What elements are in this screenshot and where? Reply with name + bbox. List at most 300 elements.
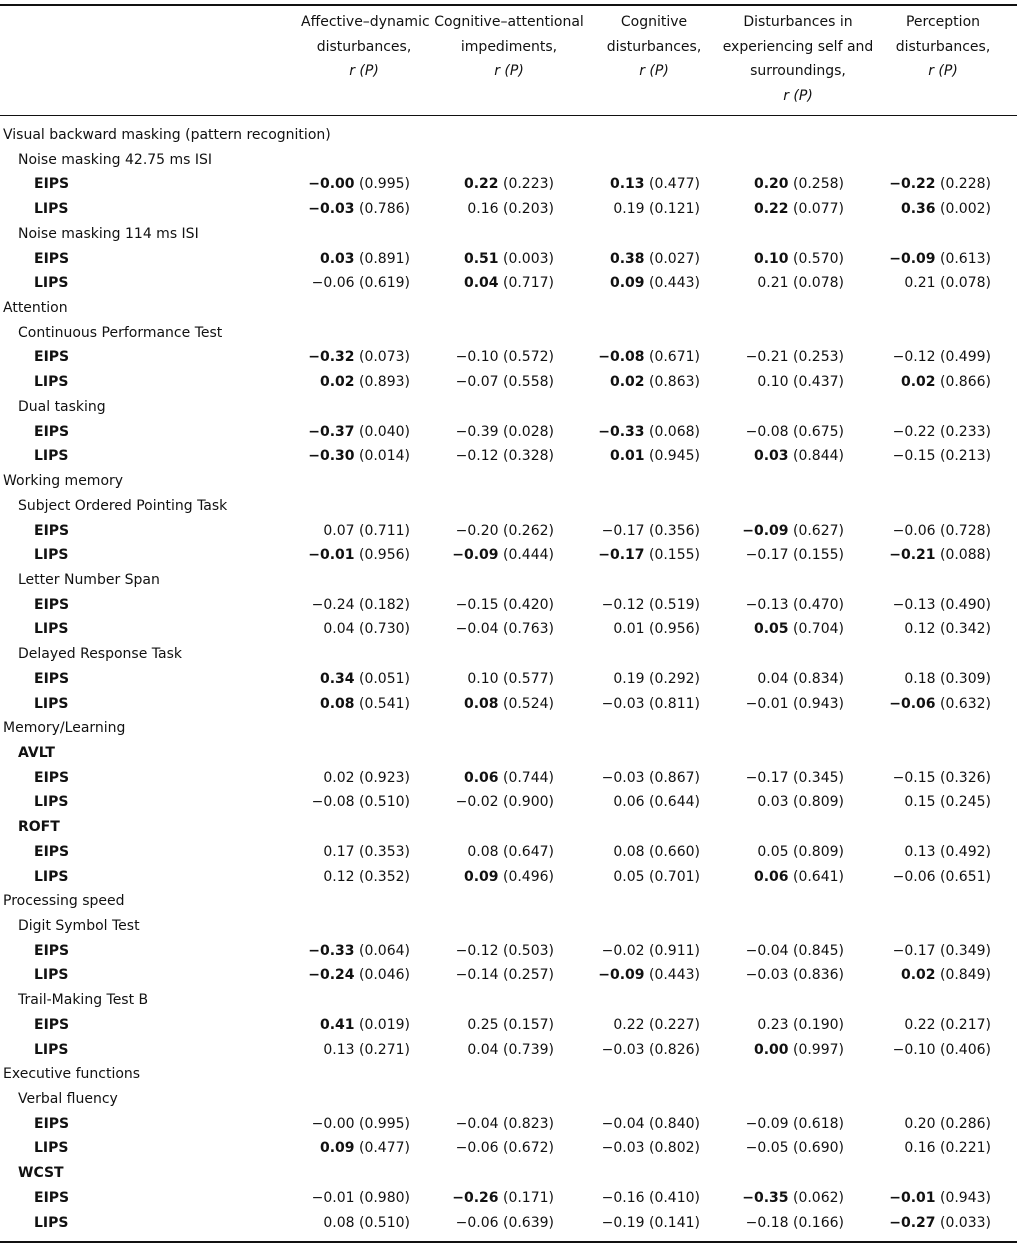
correlation-value: 0.09 xyxy=(609,275,645,292)
column-header-self-surroundings xyxy=(722,10,874,108)
row-label: EIPS xyxy=(34,250,70,267)
table-cell xyxy=(464,247,554,272)
correlation-value: −0.13 xyxy=(745,596,789,613)
table-row xyxy=(0,692,1017,717)
correlation-value: 0.02 xyxy=(609,374,645,391)
table-cell xyxy=(312,790,410,815)
table-cell xyxy=(467,1038,554,1063)
table-cell xyxy=(742,519,844,544)
p-value: (0.945) xyxy=(648,448,700,465)
p-value: (0.410) xyxy=(648,1189,700,1206)
p-value: (0.866) xyxy=(939,374,991,391)
p-value: (0.253) xyxy=(792,349,844,366)
p-value: (0.849) xyxy=(939,967,991,984)
table-cell xyxy=(893,519,991,544)
table-cell xyxy=(904,790,991,815)
correlation-value: −0.13 xyxy=(892,596,936,613)
table-cell xyxy=(757,840,844,865)
subsection-header-row xyxy=(0,815,1017,840)
correlation-value: 0.12 xyxy=(904,621,936,638)
table-cell xyxy=(757,271,844,296)
p-value: (0.477) xyxy=(648,176,700,193)
table-cell xyxy=(456,370,554,395)
table-cell xyxy=(323,865,410,890)
table-cell xyxy=(456,345,554,370)
table-cell xyxy=(598,543,700,568)
correlation-value: −0.17 xyxy=(745,547,789,564)
table-cell xyxy=(456,939,554,964)
p-value: (0.078) xyxy=(792,275,844,292)
table-cell xyxy=(610,370,700,395)
table-cell xyxy=(464,172,554,197)
correlation-value: 0.03 xyxy=(753,448,789,465)
table-row xyxy=(0,543,1017,568)
correlation-value: 0.13 xyxy=(609,176,645,193)
section-header-row xyxy=(0,716,1017,741)
correlation-value: −0.17 xyxy=(745,769,789,786)
table-cell xyxy=(754,1038,844,1063)
column-header-line: disturbances, xyxy=(316,38,412,55)
correlation-value: −0.09 xyxy=(452,547,499,564)
table-cell xyxy=(746,963,844,988)
p-value: (0.701) xyxy=(648,868,700,885)
p-value: (0.141) xyxy=(648,1214,700,1231)
table-row xyxy=(0,420,1017,445)
table-row xyxy=(0,1211,1017,1236)
correlation-value: 0.36 xyxy=(900,201,936,218)
column-header-line: Disturbances in xyxy=(743,14,853,30)
row-label: LIPS xyxy=(34,1140,69,1157)
table-row xyxy=(0,840,1017,865)
correlation-value: −0.16 xyxy=(601,1189,645,1206)
table-cell xyxy=(893,1038,991,1063)
p-value: (0.619) xyxy=(358,275,410,292)
table-cell xyxy=(320,370,410,395)
table-cell xyxy=(602,1211,700,1236)
table-cell xyxy=(602,1186,700,1211)
p-value: (0.040) xyxy=(358,423,410,440)
correlation-value: −0.09 xyxy=(598,967,645,984)
table-cell xyxy=(746,939,844,964)
table-cell xyxy=(904,1112,991,1137)
table-cell xyxy=(746,1136,844,1161)
p-value: (0.956) xyxy=(648,621,700,638)
row-label: LIPS xyxy=(34,967,69,984)
p-value: (0.836) xyxy=(792,967,844,984)
subsection-header-row xyxy=(0,741,1017,766)
table-cell xyxy=(742,1186,844,1211)
table-cell xyxy=(746,420,844,445)
p-value: (0.227) xyxy=(648,1016,700,1033)
table-cell xyxy=(320,667,410,692)
correlation-value: 0.02 xyxy=(900,967,936,984)
table-cell xyxy=(746,1211,844,1236)
p-value: (0.997) xyxy=(792,1041,844,1058)
correlation-value: −0.09 xyxy=(745,1115,789,1132)
p-value: (0.728) xyxy=(939,522,991,539)
correlation-value: −0.03 xyxy=(601,1140,645,1157)
correlation-value: −0.35 xyxy=(742,1189,789,1206)
row-label: LIPS xyxy=(34,547,69,564)
correlation-value: 0.07 xyxy=(323,522,355,539)
p-value: (0.157) xyxy=(502,1016,554,1033)
table-cell xyxy=(757,370,844,395)
p-value: (0.863) xyxy=(648,374,700,391)
row-label: Letter Number Span xyxy=(18,571,160,588)
subsection-header-row xyxy=(0,642,1017,667)
table-cell xyxy=(904,1013,991,1038)
correlation-value: −0.17 xyxy=(601,522,645,539)
table-cell xyxy=(904,840,991,865)
p-value: (0.228) xyxy=(939,176,991,193)
p-value: (0.503) xyxy=(502,942,554,959)
p-value: (0.326) xyxy=(939,769,991,786)
row-label: Processing speed xyxy=(3,893,125,910)
table-cell xyxy=(452,1186,554,1211)
table-cell xyxy=(456,1211,554,1236)
column-header-line: disturbances, xyxy=(606,38,702,55)
p-value: (0.826) xyxy=(648,1041,700,1058)
correlation-value: −0.08 xyxy=(598,349,645,366)
correlation-value: −0.15 xyxy=(455,596,499,613)
table-cell xyxy=(598,420,700,445)
correlation-value: −0.03 xyxy=(601,769,645,786)
table-cell xyxy=(467,1013,554,1038)
p-value: (0.352) xyxy=(358,868,410,885)
p-value: (0.166) xyxy=(792,1214,844,1231)
p-value: (0.744) xyxy=(502,769,554,786)
p-value: (0.558) xyxy=(502,374,554,391)
p-value: (0.077) xyxy=(792,201,844,218)
table-cell xyxy=(610,172,700,197)
table-bottom-rule xyxy=(0,1241,1017,1243)
table-cell xyxy=(893,444,991,469)
row-label: LIPS xyxy=(34,695,69,712)
correlation-value: −0.24 xyxy=(311,596,355,613)
subsection-header-row xyxy=(0,395,1017,420)
row-label: LIPS xyxy=(34,374,69,391)
correlation-value: 0.18 xyxy=(904,670,936,687)
table-cell xyxy=(613,197,700,222)
row-label: Trail-Making Test B xyxy=(18,992,149,1009)
correlation-value: −0.15 xyxy=(892,769,936,786)
p-value: (0.490) xyxy=(939,596,991,613)
table-row xyxy=(0,1112,1017,1137)
row-label: Digit Symbol Test xyxy=(18,918,140,934)
table-cell xyxy=(456,790,554,815)
correlation-value: 0.12 xyxy=(323,868,355,885)
table-cell xyxy=(613,790,700,815)
row-label: Subject Ordered Pointing Task xyxy=(18,497,228,514)
correlation-value: −0.03 xyxy=(308,201,355,218)
row-label: Delayed Response Task xyxy=(18,646,183,663)
table-row xyxy=(0,370,1017,395)
p-value: (0.078) xyxy=(939,275,991,292)
table-cell xyxy=(308,543,410,568)
row-label: EIPS xyxy=(34,769,70,786)
correlation-value: 0.04 xyxy=(463,275,499,292)
table-row xyxy=(0,766,1017,791)
p-value: (0.572) xyxy=(502,349,554,366)
correlation-value: −0.27 xyxy=(889,1214,936,1231)
correlation-value: −0.06 xyxy=(889,695,936,712)
table-cell xyxy=(456,519,554,544)
row-label: Executive functions xyxy=(3,1066,141,1083)
table-cell xyxy=(893,593,991,618)
correlation-value: 0.10 xyxy=(757,374,789,391)
correlation-value: 0.23 xyxy=(757,1016,789,1033)
p-value: (0.672) xyxy=(502,1140,554,1157)
correlation-value: 0.05 xyxy=(753,621,789,638)
table-cell xyxy=(323,519,410,544)
table-cell xyxy=(602,1038,700,1063)
table-cell xyxy=(889,692,991,717)
column-header-line: surroundings, xyxy=(750,63,846,79)
row-label: EIPS xyxy=(34,1016,70,1033)
row-label: LIPS xyxy=(34,201,69,218)
p-value: (0.245) xyxy=(939,794,991,811)
row-label: Noise masking 42.75 ms ISI xyxy=(18,151,213,168)
table-cell xyxy=(602,593,700,618)
p-value: (0.309) xyxy=(939,670,991,687)
correlation-value: −0.12 xyxy=(892,349,936,366)
p-value: (0.660) xyxy=(648,843,700,860)
p-value: (0.221) xyxy=(939,1140,991,1157)
p-value: (0.003) xyxy=(502,250,554,267)
p-value: (0.088) xyxy=(939,547,991,564)
correlation-value: 0.08 xyxy=(463,695,499,712)
correlation-value: 0.16 xyxy=(904,1140,936,1157)
column-header-line: Cognitive–attentional xyxy=(434,14,584,30)
subsection-header-row xyxy=(0,914,1017,939)
correlation-value: −0.20 xyxy=(455,522,499,539)
p-value: (0.627) xyxy=(792,522,844,539)
p-value: (0.062) xyxy=(792,1189,844,1206)
table-row xyxy=(0,617,1017,642)
correlation-value: −0.00 xyxy=(308,176,355,193)
table-cell xyxy=(893,766,991,791)
p-value: (0.046) xyxy=(358,967,410,984)
subsection-header-row xyxy=(0,148,1017,173)
column-header-line: impediments, xyxy=(460,38,558,55)
table-cell xyxy=(467,197,554,222)
correlation-value: 0.06 xyxy=(463,769,499,786)
correlation-value: −0.06 xyxy=(892,522,936,539)
row-label: WCST xyxy=(18,1165,64,1182)
table-cell xyxy=(757,790,844,815)
correlation-value: 0.02 xyxy=(323,769,355,786)
table-row xyxy=(0,247,1017,272)
correlation-value: −0.04 xyxy=(601,1115,645,1132)
column-header-stat: r (P) xyxy=(494,63,524,79)
table-cell xyxy=(610,271,700,296)
p-value: (0.073) xyxy=(358,349,410,366)
table-cell xyxy=(746,766,844,791)
p-value: (0.524) xyxy=(502,695,554,712)
correlation-value: 0.04 xyxy=(467,1041,499,1058)
row-label: Dual tasking xyxy=(18,398,106,415)
correlation-value: 0.22 xyxy=(613,1016,645,1033)
p-value: (0.420) xyxy=(502,596,554,613)
table-row xyxy=(0,197,1017,222)
table-cell xyxy=(323,766,410,791)
table-cell xyxy=(308,172,410,197)
table-row xyxy=(0,519,1017,544)
correlation-value: −0.12 xyxy=(455,942,499,959)
column-header-line: Affective–dynamic xyxy=(301,14,430,30)
table-cell xyxy=(889,543,991,568)
column-header-cognitive-attentional xyxy=(434,10,584,84)
p-value: (0.541) xyxy=(358,695,410,712)
p-value: (0.923) xyxy=(358,769,410,786)
p-value: (0.190) xyxy=(792,1016,844,1033)
table-cell xyxy=(893,420,991,445)
row-label: EIPS xyxy=(34,423,70,440)
correlation-value: −0.03 xyxy=(601,695,645,712)
table-top-rule xyxy=(0,4,1017,6)
p-value: (0.671) xyxy=(648,349,700,366)
correlation-value: 0.22 xyxy=(463,176,499,193)
correlation-value: 0.51 xyxy=(463,250,499,267)
table-cell xyxy=(904,667,991,692)
subsection-header-row xyxy=(0,1161,1017,1186)
p-value: (0.739) xyxy=(502,1041,554,1058)
row-label: EIPS xyxy=(34,843,70,860)
row-label: EIPS xyxy=(34,522,70,539)
table-cell xyxy=(320,692,410,717)
p-value: (0.443) xyxy=(648,967,700,984)
correlation-value: −0.04 xyxy=(455,621,499,638)
table-cell xyxy=(598,963,700,988)
p-value: (0.203) xyxy=(502,201,554,218)
correlation-value: −0.33 xyxy=(598,423,645,440)
table-cell xyxy=(456,1112,554,1137)
column-header-cognitive xyxy=(604,10,704,84)
correlation-value: −0.24 xyxy=(308,967,355,984)
p-value: (0.437) xyxy=(792,374,844,391)
table-body xyxy=(0,123,1017,1235)
table-row xyxy=(0,1038,1017,1063)
table-cell xyxy=(312,271,410,296)
row-label: EIPS xyxy=(34,1189,70,1206)
row-label: EIPS xyxy=(34,670,70,687)
table-cell xyxy=(308,345,410,370)
correlation-value: −0.22 xyxy=(889,176,936,193)
correlation-value: 0.34 xyxy=(319,670,355,687)
subsection-header-row xyxy=(0,568,1017,593)
correlation-value: 0.25 xyxy=(467,1016,499,1033)
correlation-value: −0.01 xyxy=(745,695,789,712)
section-header-row xyxy=(0,889,1017,914)
column-header-line: Perception xyxy=(905,14,981,30)
correlation-value: −0.05 xyxy=(745,1140,789,1157)
p-value: (0.900) xyxy=(502,794,554,811)
p-value: (0.223) xyxy=(502,176,554,193)
p-value: (0.823) xyxy=(502,1115,554,1132)
p-value: (0.292) xyxy=(648,670,700,687)
correlation-value: 0.05 xyxy=(613,868,645,885)
correlation-value: −0.32 xyxy=(308,349,355,366)
table-row xyxy=(0,345,1017,370)
correlation-value: −0.18 xyxy=(745,1214,789,1231)
table-cell xyxy=(312,593,410,618)
p-value: (0.893) xyxy=(358,374,410,391)
table-cell xyxy=(323,840,410,865)
p-value: (0.639) xyxy=(502,1214,554,1231)
table-cell xyxy=(893,345,991,370)
p-value: (0.844) xyxy=(792,448,844,465)
table-cell xyxy=(456,963,554,988)
row-label: Working memory xyxy=(3,473,124,490)
p-value: (0.262) xyxy=(502,522,554,539)
p-value: (0.809) xyxy=(792,794,844,811)
table-cell xyxy=(889,1186,991,1211)
p-value: (0.258) xyxy=(792,176,844,193)
table-cell xyxy=(464,692,554,717)
p-value: (0.492) xyxy=(939,843,991,860)
row-label: LIPS xyxy=(34,794,69,811)
p-value: (0.943) xyxy=(792,695,844,712)
p-value: (0.632) xyxy=(939,695,991,712)
table-row xyxy=(0,865,1017,890)
table-cell xyxy=(754,865,844,890)
table-header-rule xyxy=(0,115,1017,116)
p-value: (0.342) xyxy=(939,621,991,638)
table-cell xyxy=(464,865,554,890)
column-header-affective xyxy=(301,10,430,84)
section-header-row xyxy=(0,296,1017,321)
p-value: (0.349) xyxy=(939,942,991,959)
table-cell xyxy=(610,247,700,272)
p-value: (0.470) xyxy=(792,596,844,613)
p-value: (0.867) xyxy=(648,769,700,786)
p-value: (0.845) xyxy=(792,942,844,959)
p-value: (0.641) xyxy=(792,868,844,885)
correlation-value: −0.08 xyxy=(311,794,355,811)
correlation-value: 0.19 xyxy=(613,670,645,687)
table-cell xyxy=(613,840,700,865)
table-cell xyxy=(312,1186,410,1211)
table-cell xyxy=(598,345,700,370)
column-header-stat: r (P) xyxy=(349,63,379,79)
p-value: (0.577) xyxy=(502,670,554,687)
column-header-stat: r (P) xyxy=(639,63,669,79)
table-cell xyxy=(746,593,844,618)
correlation-value: −0.02 xyxy=(455,794,499,811)
table-cell xyxy=(754,247,844,272)
row-label: LIPS xyxy=(34,275,69,292)
p-value: (0.675) xyxy=(792,423,844,440)
correlation-value: 0.04 xyxy=(323,621,355,638)
column-header-line: disturbances, xyxy=(895,38,991,55)
row-label: ROFT xyxy=(18,819,60,836)
correlation-value: 0.22 xyxy=(753,201,789,218)
column-header-line: Cognitive xyxy=(620,14,688,30)
table-row xyxy=(0,1186,1017,1211)
table-cell xyxy=(901,197,991,222)
correlation-value: 0.03 xyxy=(757,794,789,811)
row-label: Verbal fluency xyxy=(18,1091,118,1108)
p-value: (0.033) xyxy=(939,1214,991,1231)
correlation-value: 0.21 xyxy=(757,275,789,292)
correlation-value: 0.15 xyxy=(904,794,936,811)
p-value: (0.618) xyxy=(792,1115,844,1132)
p-value: (0.028) xyxy=(502,423,554,440)
correlation-value: 0.05 xyxy=(757,843,789,860)
correlation-value: −0.14 xyxy=(455,967,499,984)
row-label: Memory/Learning xyxy=(3,720,126,737)
table-cell xyxy=(602,1136,700,1161)
